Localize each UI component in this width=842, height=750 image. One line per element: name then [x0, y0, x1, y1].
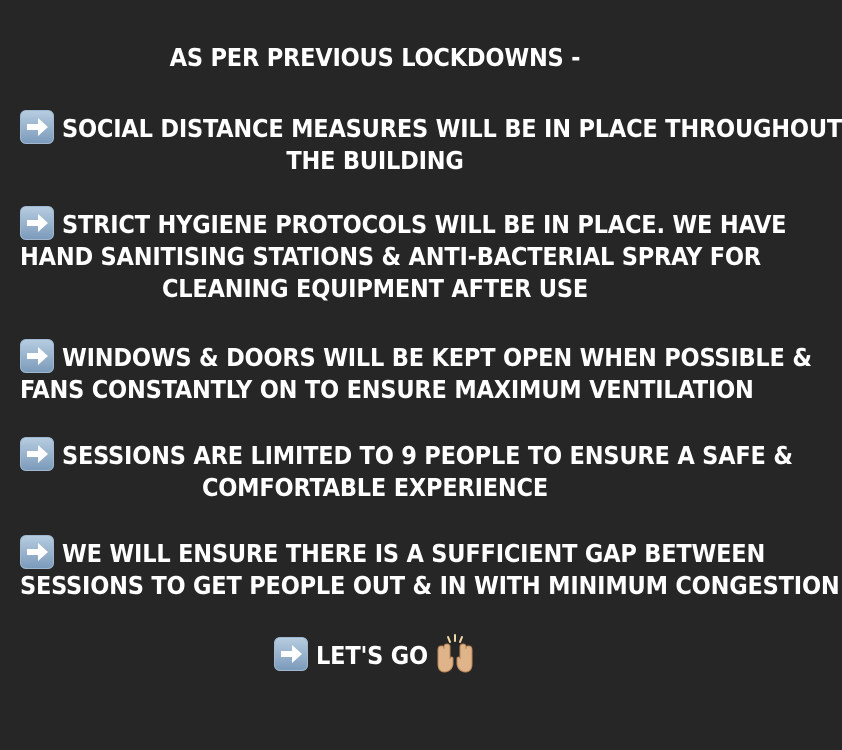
intro-line: AS PER PREVIOUS LOCKDOWNS - [169, 43, 581, 72]
bullet-3 [20, 339, 812, 406]
bullet-3-line-1: WINDOWS & DOORS WILL BE KEPT OPEN WHEN POSSIBLE & [62, 343, 812, 372]
bullet-6-line-1: LET'S GO [316, 641, 428, 670]
bullet-4-line-1: SESSIONS ARE LIMITED TO 9 PEOPLE TO ENSURE A SAFE & [62, 441, 793, 470]
raising-hands-icon [434, 634, 476, 674]
right-arrow-icon [274, 637, 308, 671]
intro-text [20, 42, 730, 74]
bullet-2-line-2: HAND SANITISING STATIONS & ANTI-BACTERIAL SPRAY FOR [20, 242, 761, 271]
bullet-4-line-2: COMFORTABLE EXPERIENCE [201, 473, 549, 502]
bullet-3-line-2: FANS CONSTANTLY ON TO ENSURE MAXIMUM VENTILATION [20, 375, 754, 404]
bullet-4 [20, 437, 793, 504]
bullet-6 [20, 634, 730, 674]
right-arrow-icon [20, 535, 54, 569]
bullet-1-line-1: SOCIAL DISTANCE MEASURES WILL BE IN PLACE THROUGHOUT [62, 114, 842, 143]
bullet-1 [20, 110, 842, 177]
bullet-5-line-2: SESSIONS TO GET PEOPLE OUT & IN WITH MINIMUM CONGESTION [20, 571, 840, 600]
bullet-1-line-2: THE BUILDING [286, 146, 464, 175]
right-arrow-icon [20, 339, 54, 373]
bullet-2-line-3: CLEANING EQUIPMENT AFTER USE [161, 274, 589, 303]
right-arrow-icon [20, 437, 54, 471]
bullet-5-line-1: WE WILL ENSURE THERE IS A SUFFICIENT GAP BETWEEN [62, 539, 766, 568]
right-arrow-icon [20, 206, 54, 240]
bullet-5 [20, 535, 840, 602]
bullet-2 [20, 206, 787, 305]
bullet-2-line-1: STRICT HYGIENE PROTOCOLS WILL BE IN PLACE. WE HAVE [62, 210, 787, 239]
right-arrow-icon [20, 110, 54, 144]
